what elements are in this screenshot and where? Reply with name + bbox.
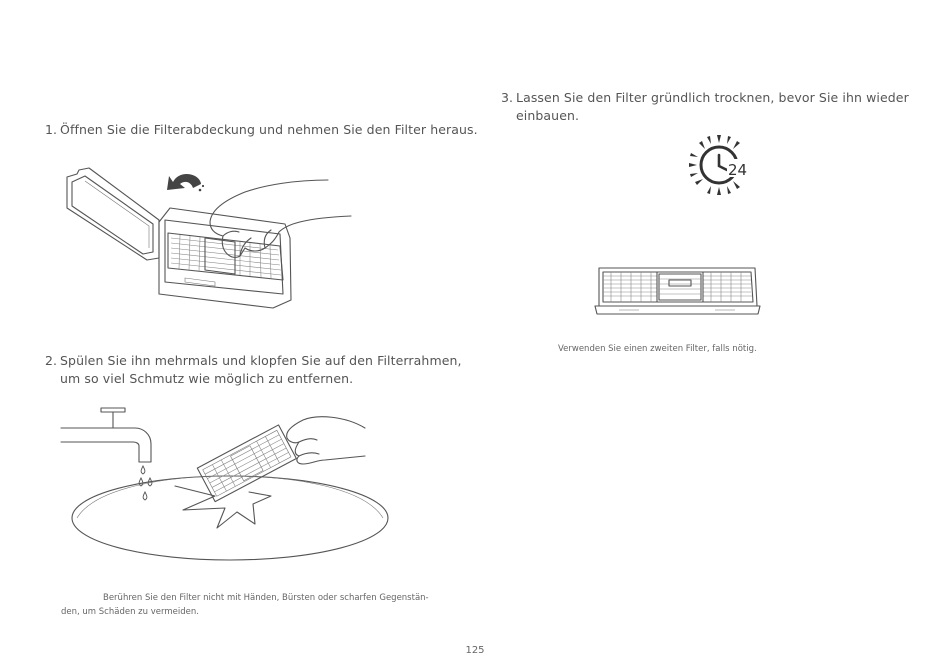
step-2-text-line1: Spülen Sie ihn mehrmals und klopfen Sie auf den Filterrahmen, <box>60 353 462 368</box>
page-number: 125 <box>465 645 485 656</box>
warning-note-line1: Berühren Sie den Filter nicht mit Händen, Bürsten oder scharfen Gegenstän- <box>103 593 429 603</box>
warning-note <box>61 591 441 619</box>
warning-note-line2: den, um Schäden zu vermeiden. <box>61 607 199 617</box>
rinse-filter-illustration <box>55 400 400 570</box>
spare-filter-illustration <box>595 266 760 318</box>
step-2-number: 2. <box>45 353 58 368</box>
step-1-instruction <box>45 121 478 139</box>
sun-clock-24h-icon <box>687 133 751 197</box>
step-1-text: Öffnen Sie die Filterabdeckung und nehmen Sie den Filter heraus. <box>60 122 478 137</box>
remove-filter-illustration <box>55 160 365 320</box>
spare-filter-note: Verwenden Sie einen zweiten Filter, falls nötig. <box>558 344 757 354</box>
step-2-text-line2: um so viel Schmutz wie möglich zu entfernen. <box>60 371 354 386</box>
step-3-text-line1: Lassen Sie den Filter gründlich trocknen, bevor Sie ihn wieder <box>516 90 909 105</box>
dry-hours-label: 24 <box>728 161 748 179</box>
step-1-number: 1. <box>45 122 58 137</box>
step-3-instruction <box>501 89 909 125</box>
step-3-text-line2: einbauen. <box>516 108 580 123</box>
step-2-instruction <box>45 352 462 388</box>
step-3-number: 3. <box>501 90 514 105</box>
